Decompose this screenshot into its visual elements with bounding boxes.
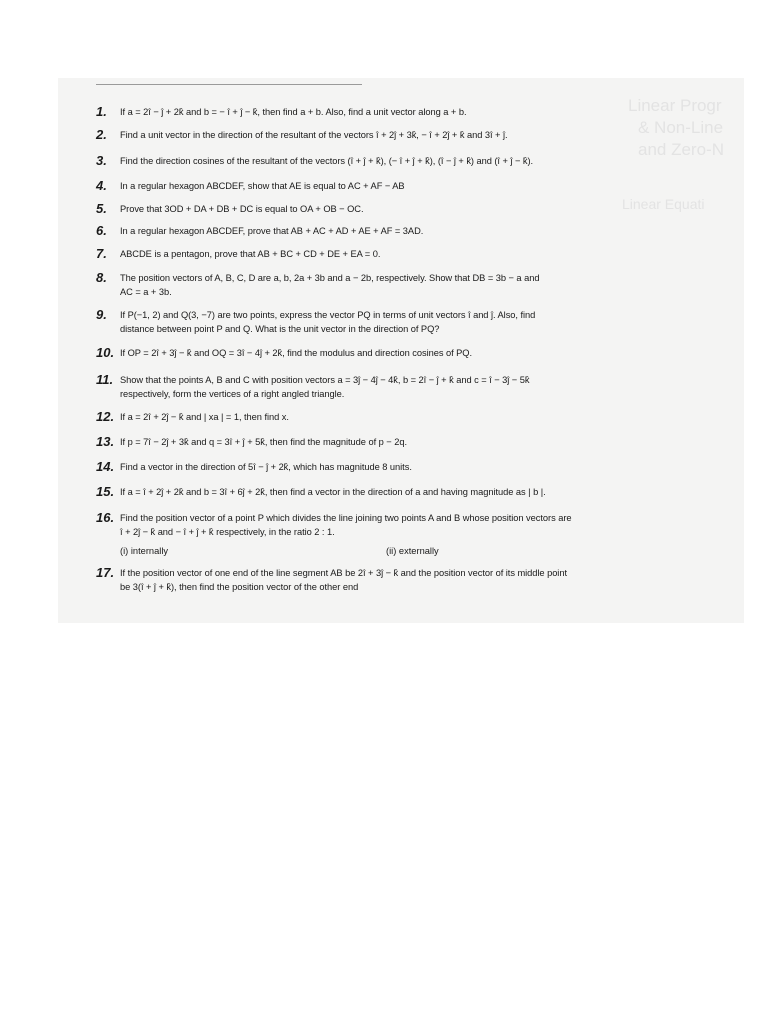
question-number: 17. <box>96 565 115 580</box>
bleed-through-text: and Zero-N <box>638 140 724 159</box>
question-3 <box>96 154 656 168</box>
question-12 <box>96 410 656 424</box>
question-text <box>120 566 567 594</box>
question-16 <box>96 511 656 539</box>
question-4 <box>96 179 656 193</box>
question-number: 11. <box>96 372 114 387</box>
question-14 <box>96 460 656 474</box>
question-text-line-2: AC = a + 3b. <box>120 287 172 297</box>
question-number: 7. <box>96 246 107 261</box>
header-rule <box>96 84 362 85</box>
question-9 <box>96 308 656 336</box>
question-text: If a = î + 2ĵ + 2k̂ and b = 3î + 6ĵ + 2k̂, then find a vector in the direction of a and having magnitude as | b |. <box>120 487 546 497</box>
question-7 <box>96 247 656 261</box>
question-number: 6. <box>96 223 107 238</box>
question-text: If p = 7î − 2ĵ + 3k̂ and q = 3î + ĵ + 5k̂, then find the magnitude of p − 2q. <box>120 437 407 447</box>
question-number: 14. <box>96 459 115 474</box>
question-6 <box>96 224 656 238</box>
question-text: ABCDE is a pentagon, prove that AB + BC + CD + DE + EA = 0. <box>120 249 381 259</box>
question-10 <box>96 346 656 360</box>
bleed-through-text: & Non-Line <box>638 118 724 137</box>
question-text <box>120 271 539 299</box>
question-text <box>120 511 572 539</box>
question-text-line-2: distance between point P and Q. What is the unit vector in the direction of PQ? <box>120 324 440 334</box>
question-number: 3. <box>96 153 107 168</box>
question-15 <box>96 485 656 499</box>
question-text: Prove that 3OD + DA + DB + DC is equal to OA + OB − OC. <box>120 204 364 214</box>
question-number: 5. <box>96 201 107 216</box>
question-17 <box>96 566 656 594</box>
question-text-line-2: î + 2ĵ − k̂ and − î + ĵ + k̂ respectively, in the ratio 2 : 1. <box>120 527 335 537</box>
question-text <box>120 373 529 401</box>
question-11 <box>96 373 656 401</box>
question-2 <box>96 128 656 142</box>
question-text: If a = 2î + 2ĵ − k̂ and | xa | = 1, then find x. <box>120 412 289 422</box>
bleed-through-text: Linear Progr <box>628 96 722 115</box>
question-number: 2. <box>96 127 107 142</box>
question-number: 4. <box>96 178 107 193</box>
question-number: 16. <box>96 510 115 525</box>
question-text: Find a unit vector in the direction of the resultant of the vectors î + 2ĵ + 3k̂, − î + 2ĵ + k̂ and 3î + ĵ. <box>120 130 508 140</box>
question-text-line-1: If P(−1, 2) and Q(3, −7) are two points, express the vector PQ in terms of unit vectors î and ĵ. Also, find <box>120 310 536 320</box>
option-externally: (ii) externally <box>386 546 439 556</box>
question-text: If OP = 2î + 3ĵ − k̂ and OQ = 3î − 4ĵ + 2k̂, find the modulus and direction cosines of PQ. <box>120 348 473 358</box>
question-1 <box>96 105 656 119</box>
question-text: Find the direction cosines of the resultant of the vectors (î + ĵ + k̂), (− î + ĵ + k̂), (î − ĵ + k̂) and (î + ĵ − k̂). <box>120 156 534 166</box>
question-text-line-1: Find the position vector of a point P which divides the line joining two points A and B whose position vectors are <box>120 513 572 523</box>
question-text: In a regular hexagon ABCDEF, prove that AB + AC + AD + AE + AF = 3AD. <box>120 226 424 236</box>
question-number: 13. <box>96 434 115 449</box>
question-text-line-2: be 3(î + ĵ + k̂), then find the position vector of the other end <box>120 582 359 592</box>
question-number: 15. <box>96 484 115 499</box>
question-number: 8. <box>96 270 107 285</box>
option-internally: (i) internally <box>120 546 169 556</box>
question-text-line-1: The position vectors of A, B, C, D are a, b, 2a + 3b and a − 2b, respectively. Show that DB = 3b − a and <box>120 273 540 283</box>
question-text-line-1: Show that the points A, B and C with position vectors a = 3ĵ − 4ĵ − 4k̂, b = 2î − ĵ + k̂ and c = î − 3ĵ − 5k̂ <box>120 375 530 385</box>
question-text-line-2: respectively, form the vertices of a right angled triangle. <box>120 389 345 399</box>
question-text: In a regular hexagon ABCDEF, show that AE is equal to AC + AF − AB <box>120 181 405 191</box>
question-text: Find a vector in the direction of 5î − ĵ + 2k̂, which has magnitude 8 units. <box>120 462 412 472</box>
question-number: 1. <box>96 104 107 119</box>
question-8 <box>96 271 656 299</box>
bleed-through-text: Linear Equati <box>622 196 705 212</box>
question-text: If a = 2î − ĵ + 2k̂ and b = − î + ĵ − k̂, then find a + b. Also, find a unit vector along a + b. <box>120 107 467 117</box>
question-text <box>120 308 535 336</box>
question-number: 12. <box>96 409 115 424</box>
question-number: 10. <box>96 345 115 360</box>
question-5 <box>96 202 656 216</box>
question-text-line-1: If the position vector of one end of the line segment AB be 2î + 3ĵ − k̂ and the position vector of its middle point <box>120 568 567 578</box>
question-number: 9. <box>96 307 107 322</box>
question-13 <box>96 435 656 449</box>
